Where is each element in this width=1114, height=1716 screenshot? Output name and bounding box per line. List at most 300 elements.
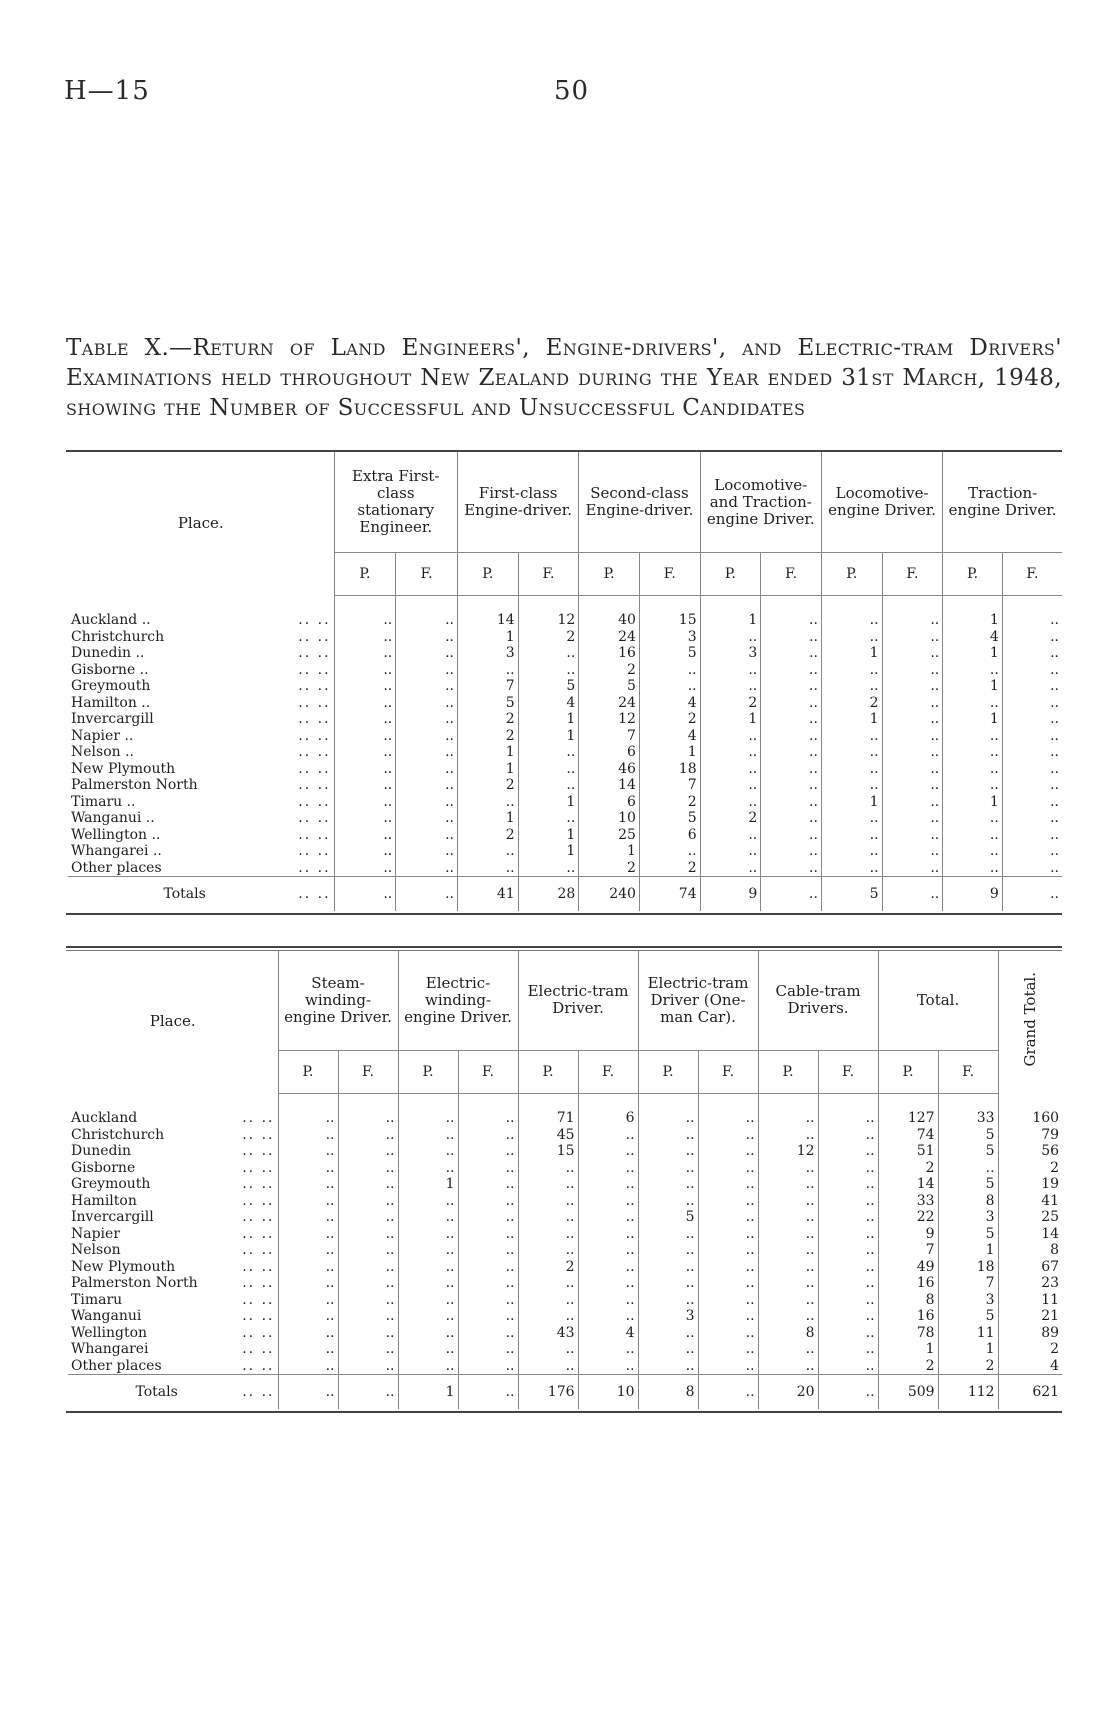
table2-cell: 8 xyxy=(878,1292,938,1309)
table2-cell: .. xyxy=(698,1110,758,1127)
table2-cell: .. xyxy=(818,1226,878,1243)
table2-cell: .. xyxy=(698,1259,758,1276)
table2-place-cell xyxy=(68,1209,278,1226)
table2-place-cell xyxy=(68,1143,278,1160)
table2-group-header: Steam-winding-engine Driver. xyxy=(278,950,398,1051)
table1-cell: .. xyxy=(1002,645,1062,662)
table2-cell: .. xyxy=(338,1209,398,1226)
table2-place-name: Other places xyxy=(71,1357,162,1374)
table2-fail-header: F. xyxy=(338,1051,398,1094)
table2-cell: .. xyxy=(638,1160,698,1177)
table1-total-cell: .. xyxy=(334,877,396,912)
table1-fail-header: F. xyxy=(518,553,579,596)
table1-cell: .. xyxy=(761,827,822,844)
table2-leader-dots: .. .. xyxy=(242,1357,275,1374)
table1-cell: .. xyxy=(334,711,396,728)
table1-cell: 4 xyxy=(639,695,700,712)
table2-cell: .. xyxy=(818,1325,878,1342)
table1-cell: 7 xyxy=(639,777,700,794)
table2-cell: .. xyxy=(578,1176,638,1193)
table1-place-cell xyxy=(68,860,334,877)
table1-cell: .. xyxy=(518,645,579,662)
table1-total-cell: 74 xyxy=(639,877,700,912)
table2-row xyxy=(68,1292,1062,1309)
table2-cell: .. xyxy=(518,1292,578,1309)
table1-cell: 7 xyxy=(457,678,518,695)
table2-group-header: Electric-tram Driver. xyxy=(518,950,638,1051)
table1-leader-dots: .. .. xyxy=(298,711,331,727)
table1-cell: .. xyxy=(700,662,761,679)
table2-cell: .. xyxy=(818,1127,878,1144)
table2-pass-header: P. xyxy=(398,1051,458,1094)
table2-cell: .. xyxy=(278,1259,338,1276)
table1-row xyxy=(68,744,1062,761)
table2-leader-dots: .. .. xyxy=(242,1192,275,1209)
table2-row xyxy=(68,1160,1062,1177)
table2-cell: 1 xyxy=(938,1242,998,1259)
table2-cell: .. xyxy=(278,1292,338,1309)
table2-cell: .. xyxy=(758,1308,818,1325)
table1-cell: .. xyxy=(882,678,943,695)
table2-place-cell xyxy=(68,1242,278,1259)
table2-cell: .. xyxy=(758,1209,818,1226)
table1-cell: .. xyxy=(700,761,761,778)
table1-place-cell xyxy=(68,744,334,761)
table1-total-cell: 41 xyxy=(457,877,518,912)
table2-place-cell xyxy=(68,1325,278,1342)
table1-cell: .. xyxy=(334,678,396,695)
table2-cell: .. xyxy=(398,1358,458,1375)
table2-cell: .. xyxy=(818,1292,878,1309)
table1-place-header: Place. xyxy=(177,514,224,533)
table-title xyxy=(66,333,1062,423)
table1-cell: .. xyxy=(761,629,822,646)
table1-row xyxy=(68,810,1062,827)
table1-cell: .. xyxy=(821,728,882,745)
table1-cell: .. xyxy=(882,761,943,778)
table2-group-header: Total. xyxy=(878,950,998,1051)
table2-cell: .. xyxy=(338,1127,398,1144)
table1-cell: .. xyxy=(1002,860,1062,877)
table2-fail-header: F. xyxy=(458,1051,518,1094)
table1-place-cell xyxy=(68,843,334,860)
table2-row xyxy=(68,1259,1062,1276)
table2-cell: .. xyxy=(698,1242,758,1259)
table2-cell: 78 xyxy=(878,1325,938,1342)
table2-cell: .. xyxy=(398,1292,458,1309)
table2-cell: .. xyxy=(698,1341,758,1358)
table1-cell: 3 xyxy=(639,629,700,646)
table1-cell: .. xyxy=(1002,794,1062,811)
table2-cell: .. xyxy=(458,1259,518,1276)
table2 xyxy=(68,950,1062,1409)
table1-cell: .. xyxy=(396,629,458,646)
table1-cell: .. xyxy=(1002,629,1062,646)
table2-row xyxy=(68,1358,1062,1375)
table2-place-cell xyxy=(68,1110,278,1127)
table2-total-cell: 1 xyxy=(398,1375,458,1410)
table2-cell: .. xyxy=(578,1226,638,1243)
table1-cell: .. xyxy=(700,728,761,745)
table1-cell: 15 xyxy=(639,612,700,629)
table1-cell: .. xyxy=(761,612,822,629)
table2-cell: 45 xyxy=(518,1127,578,1144)
table1-cell: .. xyxy=(700,678,761,695)
table2-cell: .. xyxy=(758,1242,818,1259)
table1-cell: .. xyxy=(457,794,518,811)
table2-cell: .. xyxy=(338,1176,398,1193)
table2-cell: .. xyxy=(818,1358,878,1375)
table1-cell: .. xyxy=(943,843,1003,860)
table2-cell: .. xyxy=(698,1160,758,1177)
table1-cell: .. xyxy=(334,695,396,712)
table1-cell: 1 xyxy=(821,645,882,662)
table2-cell: .. xyxy=(638,1325,698,1342)
table1-cell: .. xyxy=(821,777,882,794)
table1-leader-dots: .. .. xyxy=(298,694,331,711)
table1-cell: 14 xyxy=(457,612,518,629)
table1-leader-dots: .. .. xyxy=(298,810,331,826)
table1-totals-row xyxy=(68,877,1062,912)
table1-place-cell xyxy=(68,827,334,844)
table1-cell: 2 xyxy=(579,860,640,877)
table2-cell: 2 xyxy=(518,1259,578,1276)
table1-total-cell: 9 xyxy=(943,877,1003,912)
table2-cell: .. xyxy=(398,1226,458,1243)
table1-cell: .. xyxy=(761,645,822,662)
table2-cell: 33 xyxy=(878,1193,938,1210)
table2-cell: .. xyxy=(458,1308,518,1325)
table1-cell: .. xyxy=(943,662,1003,679)
table1-leader-dots: .. .. xyxy=(298,826,331,843)
table1-place-cell xyxy=(68,794,334,811)
table2-cell: .. xyxy=(518,1176,578,1193)
table2-place-cell xyxy=(68,1358,278,1375)
table1-cell: 2 xyxy=(700,810,761,827)
table2-cell: 25 xyxy=(998,1209,1062,1226)
table1-cell: .. xyxy=(1002,827,1062,844)
table1-cell: 1 xyxy=(943,645,1003,662)
table2-leader-dots: .. .. xyxy=(242,1159,275,1176)
table1-place-name: Napier .. xyxy=(71,727,134,744)
table2-cell: 3 xyxy=(938,1292,998,1309)
table2-cell: .. xyxy=(458,1275,518,1292)
table2-cell: .. xyxy=(818,1193,878,1210)
table1-place-name: Christchurch xyxy=(71,628,165,645)
table1-cell: 5 xyxy=(639,810,700,827)
table2-leader-dots: .. .. xyxy=(242,1143,275,1159)
table2-cell: .. xyxy=(458,1127,518,1144)
table1-leader-dots: .. .. xyxy=(298,645,331,661)
table2-cell: .. xyxy=(578,1259,638,1276)
table1-cell: 14 xyxy=(579,777,640,794)
table1-pass-header: P. xyxy=(700,553,761,596)
table2-cell: .. xyxy=(338,1110,398,1127)
table2-cell: .. xyxy=(818,1242,878,1259)
table1-pass-header: P. xyxy=(457,553,518,596)
table1-cell: .. xyxy=(1002,728,1062,745)
table2-leader-dots: .. .. xyxy=(242,1209,275,1225)
table1-place-name: Other places xyxy=(71,859,162,876)
table1-row xyxy=(68,728,1062,745)
table1-leader-dots: .. .. xyxy=(298,678,331,694)
table1-place-name: Invercargill xyxy=(71,711,154,727)
table2-cell: 74 xyxy=(878,1127,938,1144)
table2-top-rule xyxy=(66,946,1062,948)
table2-cell: 11 xyxy=(998,1292,1062,1309)
table1-cell: 3 xyxy=(700,645,761,662)
table2-cell: .. xyxy=(758,1176,818,1193)
table1-cell: 2 xyxy=(639,711,700,728)
table2-cell: .. xyxy=(698,1292,758,1309)
table2-cell: 67 xyxy=(998,1259,1062,1276)
table2-cell: .. xyxy=(518,1193,578,1210)
table2-cell: .. xyxy=(458,1292,518,1309)
table2-total-cell: .. xyxy=(458,1375,518,1410)
table1-row xyxy=(68,794,1062,811)
table1-row xyxy=(68,678,1062,695)
table1-cell: 2 xyxy=(457,711,518,728)
table1-cell: .. xyxy=(943,810,1003,827)
table2-total-cell: 176 xyxy=(518,1375,578,1410)
table2-cell: .. xyxy=(578,1209,638,1226)
table1-fail-header: F. xyxy=(1002,553,1062,596)
table2-row xyxy=(68,1143,1062,1160)
table2-cell: .. xyxy=(698,1143,758,1160)
table1-cell: .. xyxy=(882,728,943,745)
table2-cell: .. xyxy=(758,1193,818,1210)
table2-cell: .. xyxy=(518,1358,578,1375)
table2-leader-dots: .. .. xyxy=(242,1291,275,1308)
table1-cell: .. xyxy=(334,843,396,860)
table2-cell: .. xyxy=(578,1193,638,1210)
table1-cell: .. xyxy=(821,843,882,860)
table1-place-cell xyxy=(68,761,334,778)
table1-cell: .. xyxy=(334,810,396,827)
table1-cell: .. xyxy=(761,860,822,877)
table1-cell: 7 xyxy=(579,728,640,745)
table2-cell: .. xyxy=(338,1308,398,1325)
table-title-text: Return of Land Engineers', Engine-drivers', and Electric-tram Drivers' Examinations held throughout New Zealand during the Year ended 31st March, 1948, showing the Number of Successful and Unsuccessful Candidates xyxy=(66,335,1063,421)
table2-cell: 127 xyxy=(878,1110,938,1127)
table1-cell: 1 xyxy=(943,678,1003,695)
table2-cell: .. xyxy=(458,1209,518,1226)
table1-cell: .. xyxy=(1002,777,1062,794)
table1-cell: .. xyxy=(518,810,579,827)
table2-leader-dots: .. .. xyxy=(242,1176,275,1192)
table1-cell: .. xyxy=(334,761,396,778)
table1-cell: .. xyxy=(882,827,943,844)
table2-place-header: Place. xyxy=(149,1012,196,1031)
table1-cell: 12 xyxy=(518,612,579,629)
table1-cell: .. xyxy=(639,662,700,679)
table2-cell: .. xyxy=(758,1226,818,1243)
table1 xyxy=(68,452,1062,911)
table1-cell: 6 xyxy=(639,827,700,844)
table2-cell: .. xyxy=(338,1242,398,1259)
table1-row xyxy=(68,662,1062,679)
table1-cell: .. xyxy=(761,810,822,827)
table1-cell: .. xyxy=(761,794,822,811)
table2-cell: .. xyxy=(638,1259,698,1276)
table2-cell: 5 xyxy=(938,1308,998,1325)
table1-cell: .. xyxy=(821,761,882,778)
table2-cell: .. xyxy=(578,1358,638,1375)
table2-cell: .. xyxy=(278,1160,338,1177)
table2-cell: .. xyxy=(398,1242,458,1259)
table1-cell: 2 xyxy=(457,827,518,844)
table2-cell: .. xyxy=(398,1259,458,1276)
table1-cell: .. xyxy=(882,695,943,712)
table1-group-header: Second-class Engine-driver. xyxy=(579,452,700,553)
table1-cell: 1 xyxy=(518,794,579,811)
table1-place-name: Greymouth xyxy=(71,678,151,694)
table2-leader-dots: .. .. xyxy=(242,1275,275,1291)
table1-cell: 2 xyxy=(457,728,518,745)
table1-row xyxy=(68,612,1062,629)
table1-cell: .. xyxy=(700,860,761,877)
table2-cell: .. xyxy=(638,1176,698,1193)
table1-fail-header: F. xyxy=(639,553,700,596)
table1-cell: .. xyxy=(821,810,882,827)
table2-cell: .. xyxy=(758,1292,818,1309)
table1-place-name: Wanganui .. xyxy=(71,810,155,826)
table1-fail-header: F. xyxy=(761,553,822,596)
table2-cell: .. xyxy=(458,1341,518,1358)
table2-place-name: Wanganui xyxy=(71,1308,142,1324)
table2-cell: .. xyxy=(398,1110,458,1127)
table2-cell: 18 xyxy=(938,1259,998,1276)
table1-pass-header: P. xyxy=(943,553,1003,596)
table2-cell: 2 xyxy=(998,1160,1062,1177)
table1-cell: .. xyxy=(700,794,761,811)
table1-cell: .. xyxy=(334,612,396,629)
table1-cell: 1 xyxy=(579,843,640,860)
table1-total-cell: .. xyxy=(761,877,822,912)
table1-cell: .. xyxy=(396,711,458,728)
table1-cell: .. xyxy=(943,827,1003,844)
table2-cell: 14 xyxy=(998,1226,1062,1243)
table1-place-cell xyxy=(68,629,334,646)
table1-place-name: Palmerston North xyxy=(71,777,198,793)
table2-leader-dots: .. .. xyxy=(242,1225,275,1242)
table1-cell: .. xyxy=(882,744,943,761)
table1-group-header: Locomotive-engine Driver. xyxy=(821,452,942,553)
table1-cell: .. xyxy=(457,843,518,860)
table2-cell: .. xyxy=(458,1160,518,1177)
table1-leader-dots: .. .. xyxy=(298,760,331,777)
table2-cell: .. xyxy=(338,1325,398,1342)
table2-cell: .. xyxy=(638,1127,698,1144)
table2-cell: 2 xyxy=(998,1341,1062,1358)
table2-cell: .. xyxy=(818,1176,878,1193)
table1-cell: .. xyxy=(396,794,458,811)
table1-cell: .. xyxy=(334,744,396,761)
table2-cell: 12 xyxy=(758,1143,818,1160)
table1-total-cell: 5 xyxy=(821,877,882,912)
table1-cell: .. xyxy=(882,645,943,662)
table2-cell: 4 xyxy=(578,1325,638,1342)
table1-cell: .. xyxy=(396,662,458,679)
table1-cell: .. xyxy=(821,744,882,761)
table2-cell: 5 xyxy=(938,1226,998,1243)
table2-header-row xyxy=(68,950,1062,1051)
table2-cell: .. xyxy=(338,1275,398,1292)
table2-cell: .. xyxy=(398,1127,458,1144)
table2-cell: .. xyxy=(278,1193,338,1210)
table2-row xyxy=(68,1193,1062,1210)
table1-cell: .. xyxy=(518,662,579,679)
table1-cell: 46 xyxy=(579,761,640,778)
table2-row xyxy=(68,1127,1062,1144)
table2-cell: 3 xyxy=(938,1209,998,1226)
table2-cell: .. xyxy=(338,1160,398,1177)
table2-place-name: Whangarei xyxy=(71,1341,149,1357)
table2-cell: .. xyxy=(818,1143,878,1160)
table1-cell: 25 xyxy=(579,827,640,844)
table2-cell: 5 xyxy=(638,1209,698,1226)
table2-group-header: Electric-tram Driver (One-man Car). xyxy=(638,950,758,1051)
table2-totals-text: Totals xyxy=(135,1384,178,1400)
table2-row xyxy=(68,1275,1062,1292)
table1-cell: .. xyxy=(761,777,822,794)
table1-cell: .. xyxy=(396,860,458,877)
table2-cell: .. xyxy=(458,1143,518,1160)
table2-leader-dots: .. .. xyxy=(242,1308,275,1324)
table1-cell: .. xyxy=(396,612,458,629)
table1-cell: .. xyxy=(882,810,943,827)
table1-cell: .. xyxy=(334,728,396,745)
table2-cell: .. xyxy=(278,1341,338,1358)
table2-cell: .. xyxy=(638,1275,698,1292)
table2-cell: .. xyxy=(578,1242,638,1259)
table1-cell: .. xyxy=(700,744,761,761)
table2-total-cell: 10 xyxy=(578,1375,638,1410)
table1-cell: .. xyxy=(334,827,396,844)
table2-cell: .. xyxy=(578,1308,638,1325)
table1-cell: .. xyxy=(761,728,822,745)
table2-cell: .. xyxy=(698,1193,758,1210)
table2-place-name: Invercargill xyxy=(71,1209,154,1225)
table2-cell: 23 xyxy=(998,1275,1062,1292)
table1-row xyxy=(68,629,1062,646)
table1-total-cell: .. xyxy=(396,877,458,912)
table1-cell: .. xyxy=(334,662,396,679)
table1-cell: .. xyxy=(882,860,943,877)
table1-place-name: Dunedin .. xyxy=(71,645,145,661)
table1-cell: .. xyxy=(457,662,518,679)
table2-cell: .. xyxy=(458,1193,518,1210)
table2-cell: .. xyxy=(758,1110,818,1127)
table2-cell: 5 xyxy=(938,1143,998,1160)
table1-cell: 2 xyxy=(457,777,518,794)
table2-place-cell xyxy=(68,1341,278,1358)
table1-place-cell xyxy=(68,695,334,712)
table2-cell: .. xyxy=(398,1308,458,1325)
table1-cell: .. xyxy=(334,645,396,662)
table1-leader-dots: .. .. xyxy=(298,843,331,859)
table2-cell: 79 xyxy=(998,1127,1062,1144)
table2-cell: 21 xyxy=(998,1308,1062,1325)
table1-leader-dots: .. .. xyxy=(298,661,331,678)
table1-total-cell: 240 xyxy=(579,877,640,912)
table1-cell: .. xyxy=(821,678,882,695)
table1-cell: 5 xyxy=(579,678,640,695)
table1-cell: 2 xyxy=(518,629,579,646)
table2-leader-dots: .. .. xyxy=(242,1384,275,1400)
table1-cell: .. xyxy=(518,744,579,761)
table2-cell: 4 xyxy=(998,1358,1062,1375)
